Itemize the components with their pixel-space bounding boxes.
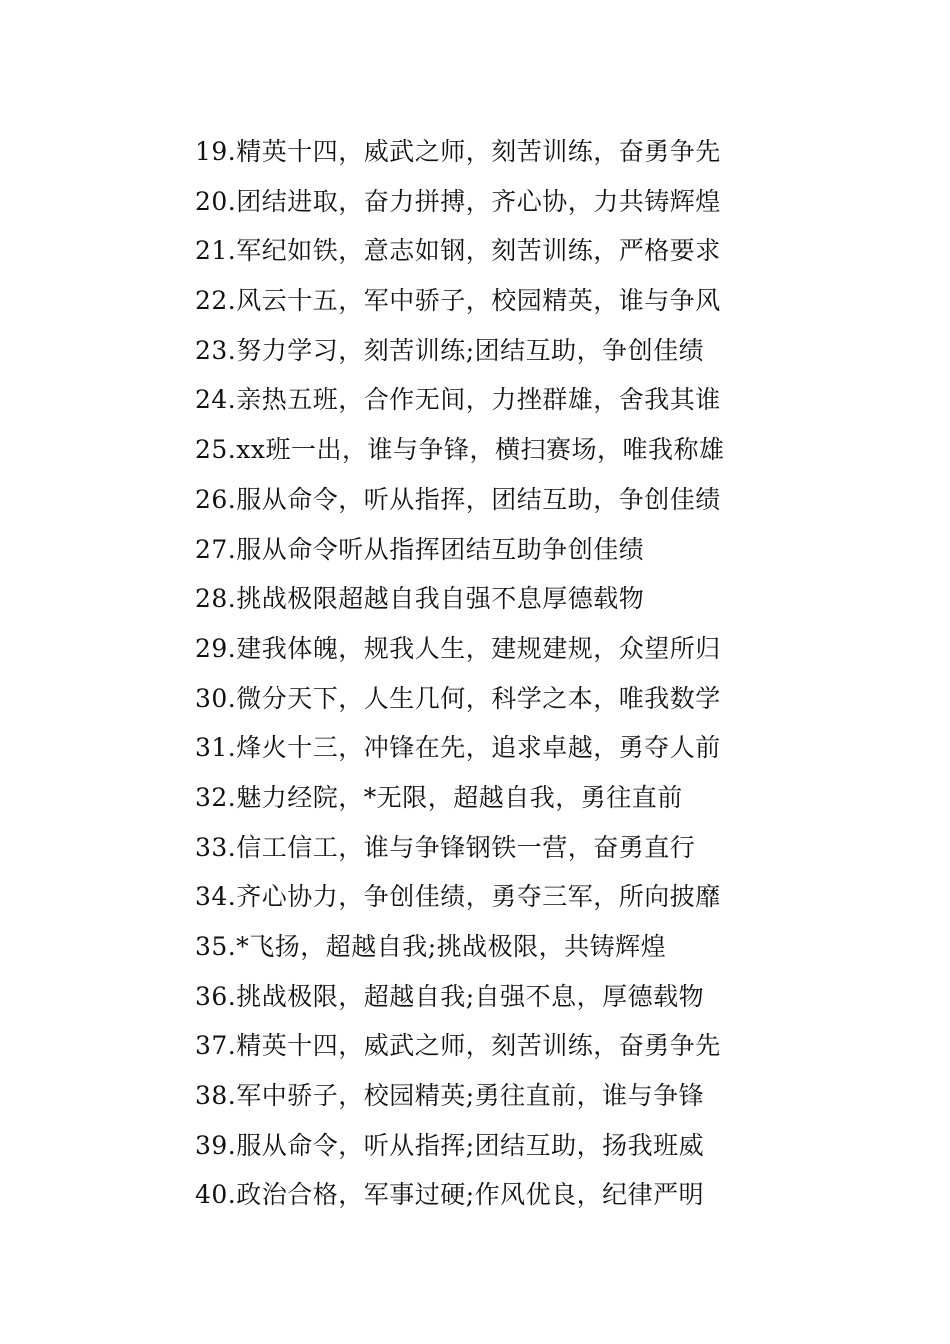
list-item: 35.*飞扬，超越自我;挑战极限，共铸辉煌: [195, 932, 667, 961]
list-item: 36.挑战极限，超越自我;自强不息，厚德载物: [195, 981, 705, 1011]
list-item: 38.军中骄子，校园精英;勇往直前，谁与争锋: [195, 1081, 705, 1111]
list-item: 39.服从命令，听从指挥;团结互助，扬我班威: [195, 1130, 705, 1160]
list-item: 20.团结进取，奋力拼搏，齐心协，力共铸辉煌: [195, 186, 721, 216]
list-item: 37.精英十四，威武之师，刻苦训练，奋勇争先: [195, 1031, 721, 1061]
list-item: 21.军纪如铁，意志如钢，刻苦训练，严格要求: [195, 236, 721, 266]
list-item: 26.服从命令，听从指挥，团结互助，争创佳绩: [195, 484, 721, 514]
list-item: 27.服从命令听从指挥团结互助争创佳绩: [195, 534, 645, 564]
list-item: 40.政治合格，军事过硬;作风优良，纪律严明: [195, 1180, 705, 1210]
list-item: 31.烽火十三，冲锋在先，追求卓越，勇夺人前: [195, 733, 721, 763]
list-item: 24.亲热五班，合作无间，力挫群雄，舍我其谁: [195, 385, 721, 415]
list-item: 25.xx班一出，谁与争锋，横扫赛场，唯我称雄: [195, 435, 725, 465]
list-item: 22.风云十五，军中骄子，校园精英，谁与争风: [195, 286, 721, 316]
slogan-list: [195, 127, 895, 1220]
list-item: 28.挑战极限超越自我自强不息厚德载物: [195, 584, 645, 614]
list-item: 30.微分天下，人生几何，科学之本，唯我数学: [195, 683, 721, 713]
list-item: 23.努力学习，刻苦训练;团结互助，争创佳绩: [195, 335, 705, 365]
list-item: 29.建我体魄，规我人生，建规建规，众望所归: [195, 633, 721, 663]
list-item: 32.魅力经院，*无限，超越自我，勇往直前: [195, 782, 683, 812]
list-item: 34.齐心协力，争创佳绩，勇夺三军，所向披靡: [195, 882, 721, 912]
list-item: 19.精英十四，威武之师，刻苦训练，奋勇争先: [195, 137, 721, 166]
list-item: 33.信工信工，谁与争锋钢铁一营，奋勇直行: [195, 832, 696, 862]
